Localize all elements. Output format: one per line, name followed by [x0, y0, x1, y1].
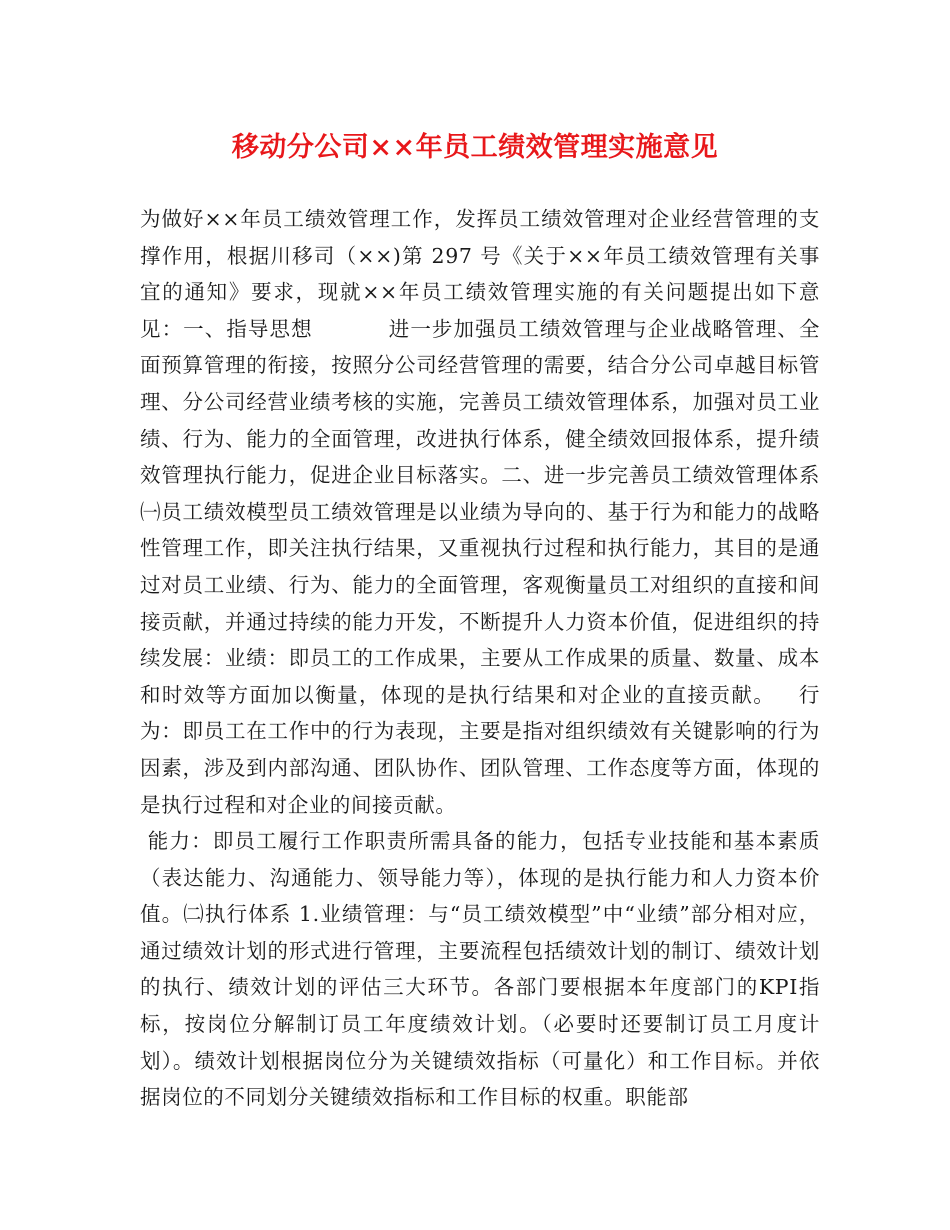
- document-body-text: 为做好××年员工绩效管理工作，发挥员工绩效管理对企业经营管理的支撑作用，根据川移司（××)第 297 号《关于××年员工绩效管理有关事宜的通知》要求，现就××年员工绩效管理实施的有关问题提出如下意见：一、指导思想 进一步加强员工绩效管理与企业战略管理、全面预算管理的衔接，按照分公司经营管理的需要，结合分公司卓越目标管理、分公司经营业绩考核的实施，完善员工绩效管理体系，加强对员工业绩、行为、能力的全面管理，改进执行体系，健全绩效回报体系，提升绩效管理执行能力，促进企业目标落实。二、进一步完善员工绩效管理体系㈠员工绩效模型员工绩效管理是以业绩为导向的、基于行为和能力的战略性管理工作，即关注执行结果，又重视执行过程和执行能力，其目的是通过对员工业绩、行为、能力的全面管理，客观衡量员工对组织的直接和间接贡献，并通过持续的能力开发，不断提升人力资本价值，促进组织的持续发展：业绩：即员工的工作成果，主要从工作成果的质量、数量、成本和时效等方面加以衡量，体现的是执行结果和对企业的直接贡献。 行为：即员工在工作中的行为表现，主要是指对组织绩效有关键影响的行为因素，涉及到内部沟通、团队协作、团队管理、工作态度等方面，体现的是执行过程和对企业的间接贡献。 能力：即员工履行工作职责所需具备的能力，包括专业技能和基本素质（表达能力、沟通能力、领导能力等），体现的是执行能力和人力资本价值。㈡执行体系 1.业绩管理：与“员工绩效模型”中“业绩”部分相对应，通过绩效计划的形式进行管理，主要流程包括绩效计划的制订、绩效计划的执行、绩效计划的评估三大环节。各部门要根据本年度部门的KPI指标，按岗位分解制订员工年度绩效计划。（必要时还要制订员工月度计划）。绩效计划根据岗位分为关键绩效指标（可量化）和工作目标。并依据岗位的不同划分关键绩效指标和工作目标的权重。职能部: [140, 207, 820, 1110]
- document-title: 移动分公司××年员工绩效管理实施意见: [231, 132, 719, 163]
